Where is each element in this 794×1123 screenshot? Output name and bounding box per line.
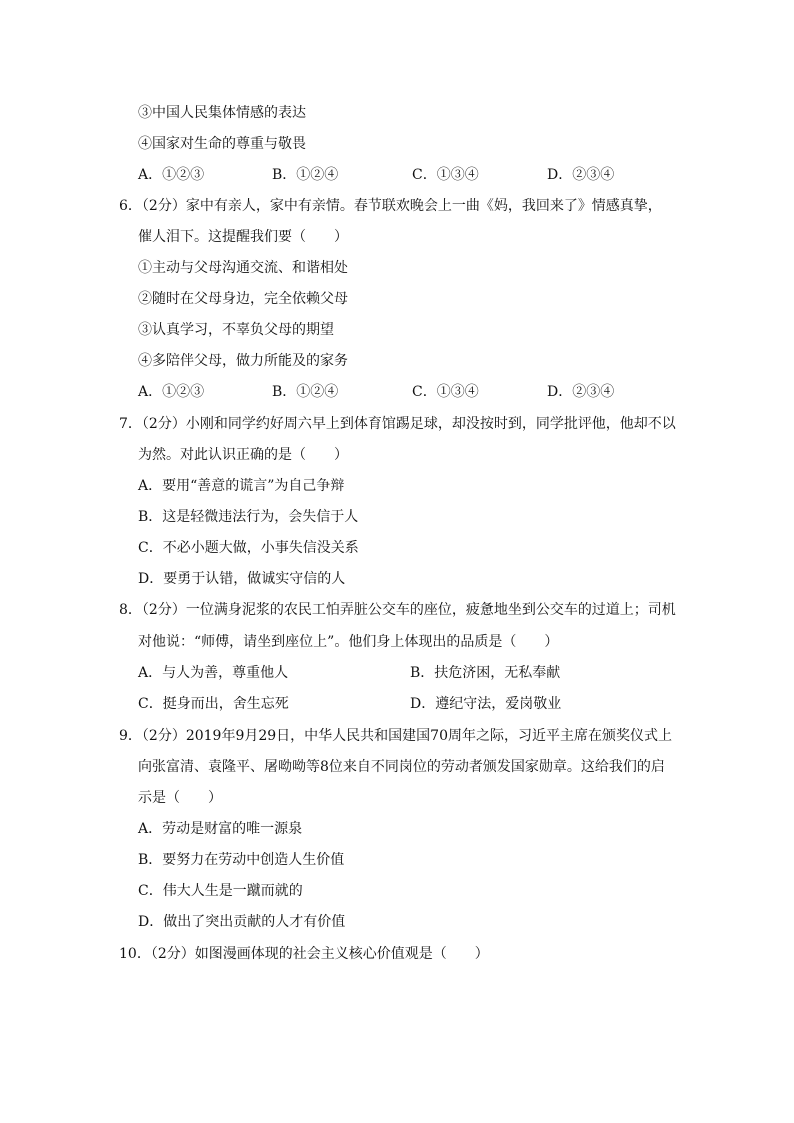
q9-stem-line-3: 示是（ ） [138, 790, 222, 806]
q9-option-a: A．劳动是财富的唯一源泉 [138, 821, 303, 837]
q5-options [138, 165, 738, 185]
q6-option-b: B．①②④ [272, 384, 339, 400]
q5-item-4: ④国家对生命的尊重与敬畏 [138, 136, 306, 152]
q6-item-1: ①主动与父母沟通交流、和谐相处 [138, 260, 348, 276]
q7-option-c: C．不必小题大做，小事失信没关系 [138, 540, 359, 556]
q5-option-d: D．②③④ [547, 167, 615, 183]
q6-option-a: A．①②③ [138, 384, 205, 400]
q5-item-3: ③中国人民集体情感的表达 [138, 105, 306, 121]
q6-options [138, 382, 738, 402]
q8-option-d: D．遵纪守法，爱岗敬业 [410, 696, 562, 712]
q6-item-2: ②随时在父母身边，完全依赖父母 [138, 291, 348, 307]
q5-option-a: A．①②③ [138, 167, 205, 183]
q6-stem-line-1: 6．（2分）家中有亲人，家中有亲情。春节联欢晚会上一曲《妈，我回来了》情感真挚， [119, 198, 662, 214]
q7-stem-line-1: 7．（2分）小刚和同学约好周六早上到体育馆踢足球，却没按时到，同学批评他，他却不以 [119, 416, 676, 432]
q8-options-row-1 [138, 663, 738, 683]
q9-stem-line-2: 向张富清、袁隆平、屠呦呦等8位来自不同岗位的劳动者颁发国家勋章。这给我们的启 [138, 759, 665, 775]
q9-option-d: D．做出了突出贡献的人才有价值 [138, 914, 346, 930]
q6-stem-line-2: 催人泪下。这提醒我们要（ ） [138, 229, 348, 245]
q8-option-a: A．与人为善，尊重他人 [138, 665, 289, 681]
q7-option-b: B．这是轻微违法行为，会失信于人 [138, 509, 359, 525]
q8-stem-line-1: 8．（2分）一位满身泥浆的农民工怕弄脏公交车的座位，疲惫地坐到公交车的过道上；司机 [119, 602, 676, 618]
q9-option-b: B．要努力在劳动中创造人生价值 [138, 852, 345, 868]
q8-option-b: B．扶危济困，无私奉献 [410, 665, 561, 681]
q7-stem-line-2: 为然。对此认识正确的是（ ） [138, 447, 348, 463]
q7-option-a: A．要用“善意的谎言”为自己争辩 [138, 478, 345, 494]
q6-item-4: ④多陪伴父母，做力所能及的家务 [138, 353, 348, 369]
q8-options-row-2 [138, 694, 738, 714]
q6-option-c: C．①③④ [412, 384, 479, 400]
q5-option-b: B．①②④ [272, 167, 339, 183]
q5-option-c: C．①③④ [412, 167, 479, 183]
q8-stem-line-2: 对他说：“师傅，请坐到座位上”。他们身上体现出的品质是（ ） [138, 634, 559, 650]
q9-option-c: C．伟大人生是一蹴而就的 [138, 883, 303, 899]
q10-stem-line-1: 10．（2分）如图漫画体现的社会主义核心价值观是（ ） [119, 946, 489, 962]
q7-option-d: D．要勇于认错，做诚实守信的人 [138, 571, 346, 587]
q9-stem-line-1: 9．（2分）2019年9月29日，中华人民共和国建国70周年之际，习近平主席在颁奖仪式上 [119, 728, 672, 744]
q6-option-d: D．②③④ [547, 384, 615, 400]
q6-item-3: ③认真学习，不辜负父母的期望 [138, 322, 334, 338]
q8-option-c: C．挺身而出，舍生忘死 [138, 696, 289, 712]
